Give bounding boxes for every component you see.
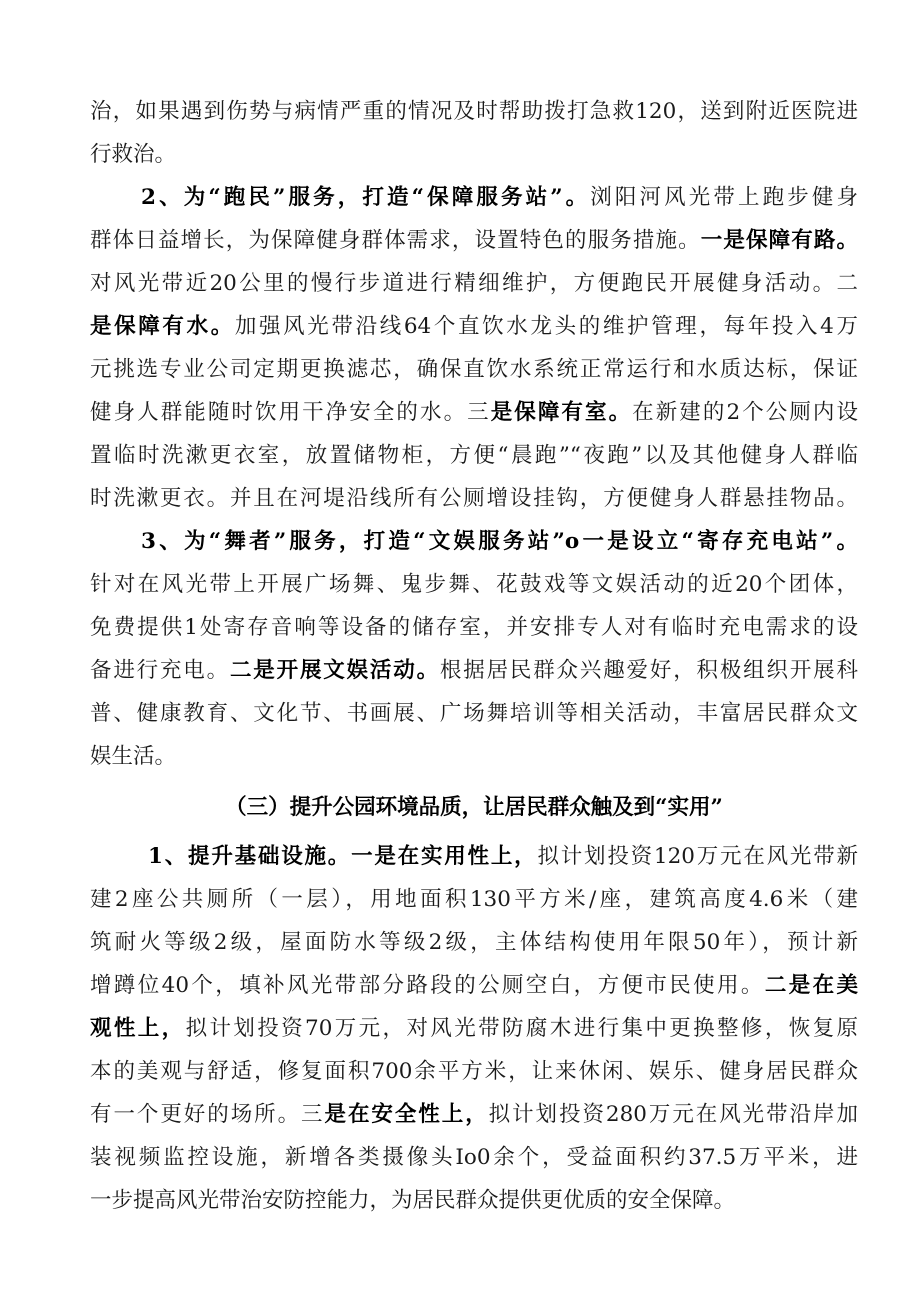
text-run: 元挑选专业公司定期更换滤芯，确保直饮水系统正常运行和水质达标，保证 (90, 357, 858, 382)
text-run: 普、健康教育、文化节、书画展、广场舞培训等相关活动，丰富居民群众文 (90, 701, 858, 726)
text-line (90, 571, 858, 599)
bold-run: 二是开展文娱活动。 (229, 658, 440, 683)
bold-run: 一是设立“寄存充电站”。 (579, 529, 858, 554)
text-run: 有一个更好的场所。三 (90, 1102, 325, 1127)
text-line (90, 313, 858, 341)
text-run: 备进行充电。 (90, 658, 230, 683)
text-line (90, 657, 858, 685)
section-heading (90, 794, 858, 822)
bold-run: 观性上， (90, 1016, 186, 1041)
bold-run: 是保障有水。 (90, 314, 235, 339)
text-line (90, 485, 858, 513)
text-line (90, 227, 858, 255)
bold-run: 二是在美 (764, 973, 858, 998)
text-run: 一步提高风光带治安防控能力，为居民群众提供更优质的安全保障。 (90, 1188, 736, 1213)
text-run: 在新建的2个公厕内设 (632, 400, 858, 425)
bold-run: 一是保障有路。 (700, 228, 858, 253)
text-run: 群体日益增长，为保障健身群体需求，设置特色的服务措施。 (90, 228, 701, 253)
text-line (90, 886, 858, 914)
bold-heading-run: 1、提升基础设施。一是在实用性上， (148, 844, 538, 869)
text-run: 免费提供1处寄存音响等设备的储存室，并安排专人对有临时充电需求的设 (90, 615, 858, 640)
bold-run: 是保障有室。 (490, 400, 633, 425)
text-line (90, 356, 858, 384)
text-line (90, 141, 858, 169)
text-line (90, 743, 858, 771)
text-line (90, 1101, 858, 1129)
text-run: 建2座公共厕所（一层），用地面积130平方米/座，建筑高度4.6米（建 (90, 887, 858, 912)
text-line (141, 184, 858, 212)
text-run: 本的美观与舒适，修复面积700余平方米，让来休闲、娱乐、健身居民群众 (90, 1059, 858, 1084)
text-run: 时洗漱更衣。并且在河堤沿线所有公厕增设挂钩，方便健身人群悬挂物品。 (90, 486, 858, 511)
bold-heading-run: 2、为“跑民”服务，打造“保障服务站”。 (141, 185, 591, 210)
text-run: 针对在风光带上开展广场舞、鬼步舞、花鼓戏等文娱活动的近20个团体， (90, 572, 858, 597)
text-line (90, 98, 858, 126)
text-run: 拟计划投资70万元，对风光带防腐木进行集中更换整修，恢复原 (185, 1016, 858, 1041)
text-run: 加强风光带沿线64个直饮水龙头的维护管理，每年投入4万 (234, 314, 858, 339)
text-line (90, 1015, 858, 1043)
text-line (90, 270, 858, 298)
text-line (90, 700, 858, 728)
text-line (90, 399, 858, 427)
bold-run: 是在安全性上， (324, 1102, 489, 1127)
text-line (90, 1058, 858, 1086)
section-heading-text: （三）提升公园环境品质，让居民群众触及到“实用” (225, 795, 723, 820)
text-run: 健身人群能随时饮用干净安全的水。三 (90, 400, 491, 425)
text-run: 装视频监控设施，新增各类摄像头Io0余个，受益面积约37.5万平米，进 (90, 1145, 858, 1170)
text-line (90, 929, 858, 957)
text-line (141, 528, 858, 556)
text-run: 拟计划投资280万元在风光带沿岸加 (488, 1102, 858, 1127)
text-run: 浏阳河风光带上跑步健身 (590, 185, 858, 210)
text-run: 对风光带近20公里的慢行步道进行精细维护，方便跑民开展健身活动。二 (90, 271, 858, 296)
bold-heading-run: 3、为“舞者”服务，打造“文娱服务站”o (141, 529, 580, 554)
text-run: 拟计划投资120万元在风光带新 (537, 844, 858, 869)
text-run: 根据居民群众兴趣爱好，积极组织开展科 (439, 658, 858, 683)
text-line (90, 1144, 858, 1172)
text-run: 筑耐火等级2级，屋面防水等级2级，主体结构使用年限50年），预计新 (90, 930, 858, 955)
text-run: 娱生活。 (90, 744, 177, 769)
text-run: 治，如果遇到伤势与病情严重的情况及时帮助拨打急救120，送到附近医院进 (90, 99, 858, 124)
text-run: 置临时洗漱更衣室，放置储物柜，方便“晨跑”“夜跑”以及其他健身人群临 (90, 443, 858, 468)
text-run: 行救治。 (90, 142, 177, 167)
text-line (90, 972, 858, 1000)
text-line (90, 442, 858, 470)
text-line (90, 614, 858, 642)
text-line (148, 843, 858, 871)
text-run: 增蹲位40个，填补风光带部分路段的公厕空白，方便市民使用。 (90, 973, 765, 998)
text-line (90, 1187, 858, 1215)
